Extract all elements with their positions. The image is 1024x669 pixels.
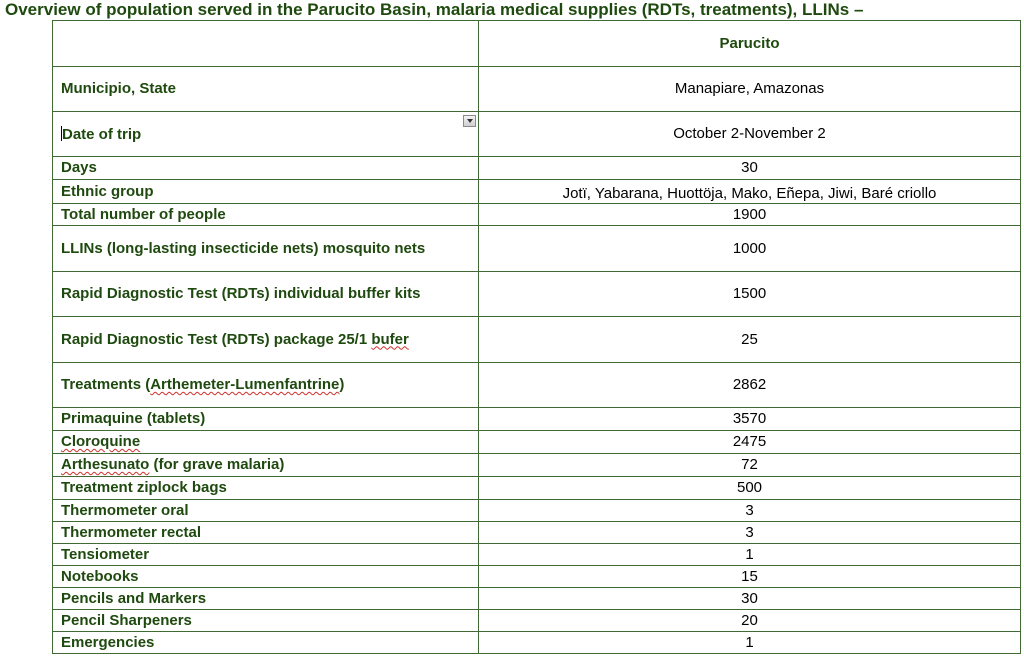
row-value: 1 <box>479 544 1021 566</box>
row-value: 1900 <box>479 204 1021 226</box>
row-label-suffix: ) <box>339 376 345 393</box>
row-label <box>53 317 479 363</box>
row-label-date[interactable] <box>53 112 479 157</box>
row-value: 1500 <box>479 272 1021 317</box>
row-label: Rapid Diagnostic Test (RDTs) individual buffer kits <box>53 272 479 317</box>
row-label: Emergencies <box>53 632 479 654</box>
row-label: Treatment ziplock bags <box>53 477 479 500</box>
row-value: October 2-November 2 <box>479 112 1021 157</box>
row-label: Total number of people <box>53 204 479 226</box>
table-row <box>53 157 1021 180</box>
supplies-table <box>52 20 1021 654</box>
row-value: 3 <box>479 522 1021 544</box>
row-value: 15 <box>479 566 1021 588</box>
row-label: Notebooks <box>53 566 479 588</box>
row-value: 1000 <box>479 226 1021 272</box>
table-row <box>53 204 1021 226</box>
row-label <box>53 454 479 477</box>
table-row <box>53 272 1021 317</box>
row-label: Municipio, State <box>53 67 479 112</box>
row-label-text: Treatments ( <box>61 376 151 393</box>
row-label: Tensiometer <box>53 544 479 566</box>
row-value: 20 <box>479 610 1021 632</box>
table-row <box>53 477 1021 500</box>
table-row <box>53 226 1021 272</box>
header-value-cell: Parucito <box>479 21 1021 67</box>
row-label: Ethnic group <box>53 180 479 204</box>
row-value: Jotï, Yabarana, Huottöja, Mako, Eñepa, Jiwi, Baré criollo <box>479 180 1021 204</box>
misspelled-word: Arthemeter-Lumenfantrine <box>150 376 340 393</box>
row-label: Thermometer rectal <box>53 522 479 544</box>
header-label-cell <box>53 21 479 67</box>
row-label: Pencils and Markers <box>53 588 479 610</box>
row-value: 72 <box>479 454 1021 477</box>
table-row <box>53 588 1021 610</box>
row-value: Manapiare, Amazonas <box>479 67 1021 112</box>
row-label: Thermometer oral <box>53 500 479 522</box>
table-row <box>53 632 1021 654</box>
row-label <box>53 363 479 408</box>
table-row <box>53 566 1021 588</box>
table-row <box>53 522 1021 544</box>
row-value: 30 <box>479 157 1021 180</box>
table-row <box>53 454 1021 477</box>
row-label: Primaquine (tablets) <box>53 408 479 431</box>
table-row <box>53 500 1021 522</box>
row-value: 25 <box>479 317 1021 363</box>
table-row <box>53 610 1021 632</box>
row-label-suffix: (for grave malaria) <box>149 456 285 473</box>
misspelled-word: Arthesunato <box>61 456 150 473</box>
row-value: 500 <box>479 477 1021 500</box>
misspelled-word: bufer <box>371 330 409 348</box>
table-row <box>53 408 1021 431</box>
row-value: 1 <box>479 632 1021 654</box>
table-header-row <box>53 21 1021 67</box>
row-label: Days <box>53 157 479 180</box>
row-label-text: Rapid Diagnostic Test (RDTs) package 25/1 <box>61 330 372 348</box>
table-row <box>53 363 1021 408</box>
table-row <box>53 112 1021 157</box>
row-value: 3 <box>479 500 1021 522</box>
row-label: Pencil Sharpeners <box>53 610 479 632</box>
table-row <box>53 180 1021 204</box>
row-label: LLINs (long-lasting insecticide nets) mosquito nets <box>53 226 479 272</box>
misspelled-word: Cloroquine <box>61 433 141 450</box>
row-value: 2862 <box>479 363 1021 408</box>
row-value: 30 <box>479 588 1021 610</box>
chevron-down-icon[interactable] <box>463 115 476 127</box>
page-title: Overview of population served in the Parucito Basin, malaria medical supplies (RDTs, treatments), LLINs – <box>5 0 864 19</box>
table-row <box>53 67 1021 112</box>
table-row <box>53 431 1021 454</box>
table-row <box>53 544 1021 566</box>
row-value: 2475 <box>479 431 1021 454</box>
row-label <box>53 431 479 454</box>
table-row <box>53 317 1021 363</box>
row-value: 3570 <box>479 408 1021 431</box>
row-label-text: Date of trip <box>62 125 142 143</box>
